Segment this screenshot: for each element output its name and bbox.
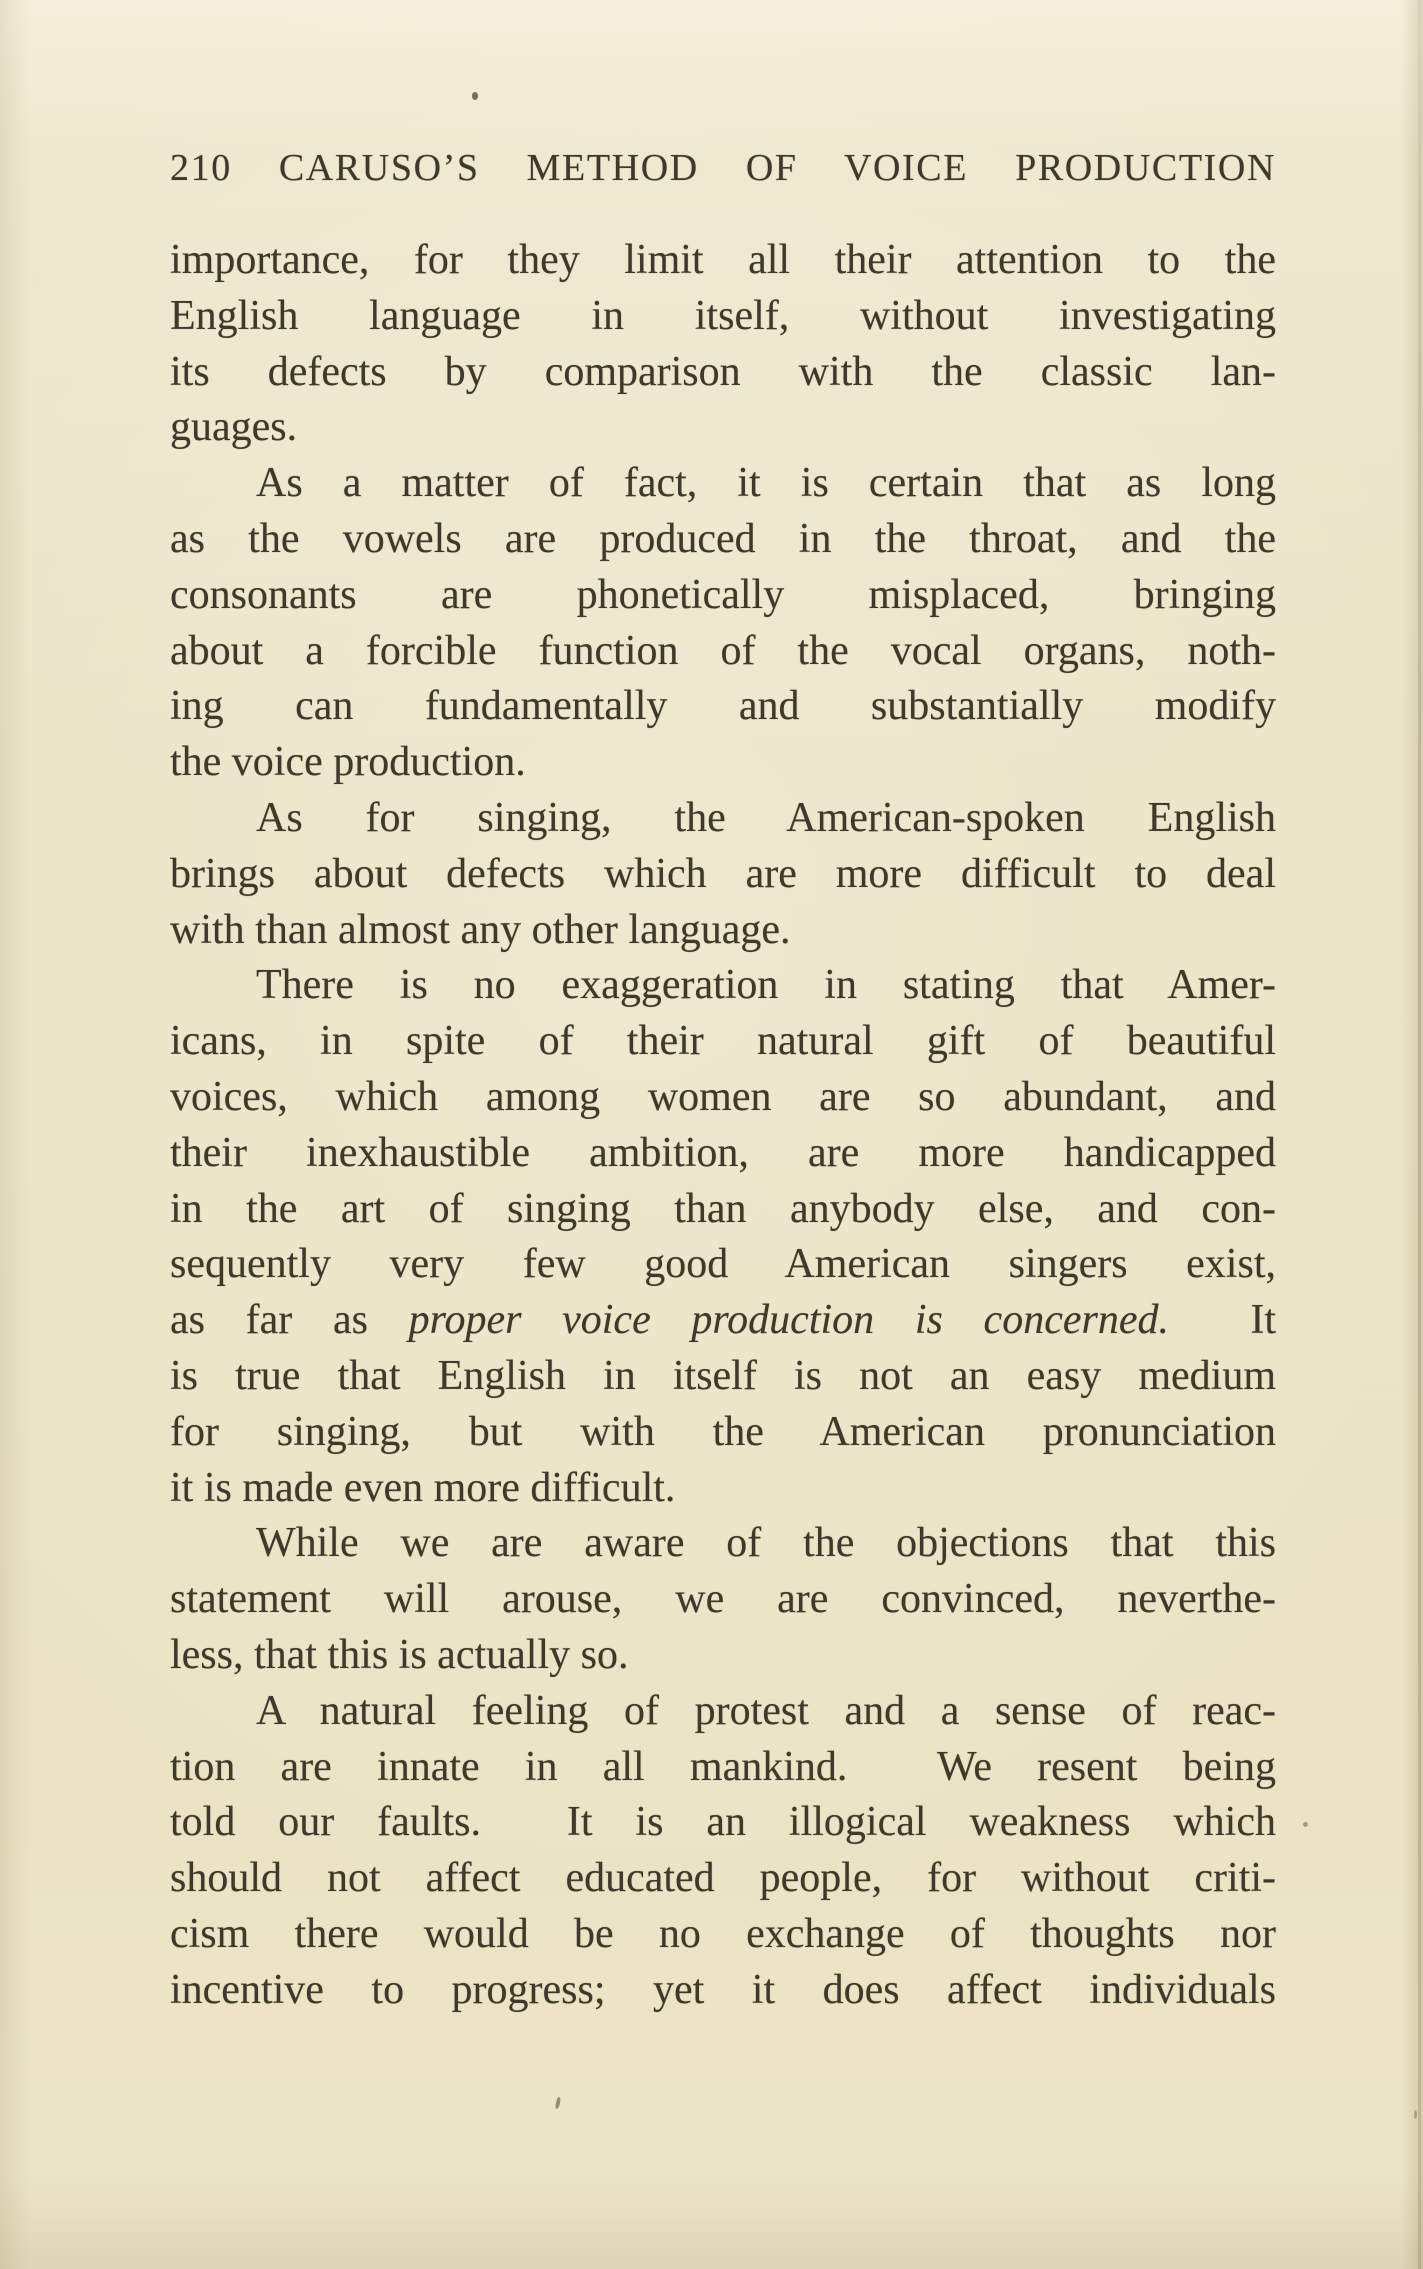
text-line <box>170 624 1276 680</box>
text-line <box>170 903 1276 959</box>
text-segment: English language in itself, without investigating <box>170 292 1276 339</box>
text-line <box>170 345 1276 401</box>
text-line <box>170 1963 1276 2019</box>
text-segment: its defects by comparison with the classic lan- <box>170 348 1276 395</box>
text-segment: It <box>1168 1297 1276 1344</box>
text-line <box>170 1293 1276 1349</box>
text-line <box>170 1182 1276 1238</box>
text-segment: tion are innate in all mankind. We resent being <box>170 1743 1276 1790</box>
text-segment: as the vowels are produced in the throat, and the <box>170 515 1276 562</box>
text-segment: icans, in spite of their natural gift of beautiful <box>170 1018 1276 1065</box>
text-segment: in the art of singing than anybody else, and con- <box>170 1185 1276 1232</box>
text-line <box>170 1405 1276 1461</box>
scan-speck <box>555 2097 562 2110</box>
text-line <box>170 568 1276 624</box>
text-line <box>170 1795 1276 1851</box>
text-line <box>170 400 1276 456</box>
text-line <box>170 1014 1276 1070</box>
text-line <box>170 847 1276 903</box>
text-segment: less, that this is actually so. <box>170 1631 629 1678</box>
text-line <box>170 1349 1276 1405</box>
scan-speck <box>1303 1822 1308 1827</box>
text-line <box>170 1461 1276 1517</box>
text-line <box>170 1907 1276 1963</box>
italic-phrase: proper voice production is concerned. <box>408 1297 1169 1344</box>
text-line <box>170 1516 1276 1572</box>
text-line <box>170 512 1276 568</box>
scan-speck <box>472 92 478 100</box>
text-segment: consonants are phonetically misplaced, bringing <box>170 571 1276 618</box>
text-line <box>170 1572 1276 1628</box>
text-segment: their inexhaustible ambition, are more handicapped <box>170 1129 1276 1176</box>
running-title: CARUSO’S METHOD OF VOICE PRODUCTION <box>278 147 1276 189</box>
text-segment: as far as <box>170 1297 409 1344</box>
text-segment: with than almost any other language. <box>170 906 791 953</box>
text-segment: incentive to progress; yet it does affect individuals <box>170 1966 1276 2013</box>
text-line <box>170 1740 1276 1796</box>
text-line <box>170 1628 1276 1684</box>
text-segment: voices, which among women are so abundant, and <box>170 1073 1276 1120</box>
text-segment: importance, for they limit all their attention to the <box>170 237 1276 283</box>
text-line <box>170 1851 1276 1907</box>
body-text <box>170 233 1276 2019</box>
text-line <box>170 735 1276 791</box>
text-line <box>170 233 1276 289</box>
text-segment: A natural feeling of protest and a sense of reac- <box>256 1687 1276 1734</box>
text-segment: cism there would be no exchange of thoughts nor <box>170 1910 1276 1957</box>
text-line <box>170 1126 1276 1182</box>
text-segment: While we are aware of the objections that this <box>256 1520 1276 1567</box>
text-segment: statement will arouse, we are convinced, neverthe- <box>170 1576 1276 1623</box>
text-line <box>170 791 1276 847</box>
text-line <box>170 1684 1276 1740</box>
text-segment: There is no exaggeration in stating that Amer- <box>256 962 1276 1009</box>
text-line <box>170 289 1276 345</box>
scan-edge-shadow <box>1418 0 1421 2269</box>
text-segment: for singing, but with the American pronunciation <box>170 1408 1276 1455</box>
text-segment: sequently very few good American singers exist, <box>170 1241 1276 1288</box>
text-segment: should not affect educated people, for without criti- <box>170 1855 1276 1902</box>
running-head <box>170 146 1276 190</box>
text-line <box>170 679 1276 735</box>
text-segment: brings about defects which are more difficult to deal <box>170 850 1276 897</box>
text-segment: As for singing, the American-spoken English <box>256 794 1276 841</box>
text-segment: about a forcible function of the vocal organs, noth- <box>170 627 1276 674</box>
text-segment: ing can fundamentally and substantially modify <box>170 683 1276 730</box>
text-segment: As a matter of fact, it is certain that as long <box>256 460 1276 507</box>
page-number: 210 <box>170 147 232 189</box>
text-line <box>170 456 1276 512</box>
text-segment: it is made even more difficult. <box>170 1464 676 1511</box>
text-line <box>170 1070 1276 1126</box>
text-segment: the voice production. <box>170 739 526 786</box>
scan-speck <box>1414 2110 1417 2119</box>
text-segment: is true that English in itself is not an easy medium <box>170 1352 1276 1399</box>
text-segment: told our faults. It is an illogical weakness which <box>170 1799 1276 1846</box>
text-line <box>170 958 1276 1014</box>
text-segment: guages. <box>170 404 298 451</box>
text-line <box>170 1237 1276 1293</box>
